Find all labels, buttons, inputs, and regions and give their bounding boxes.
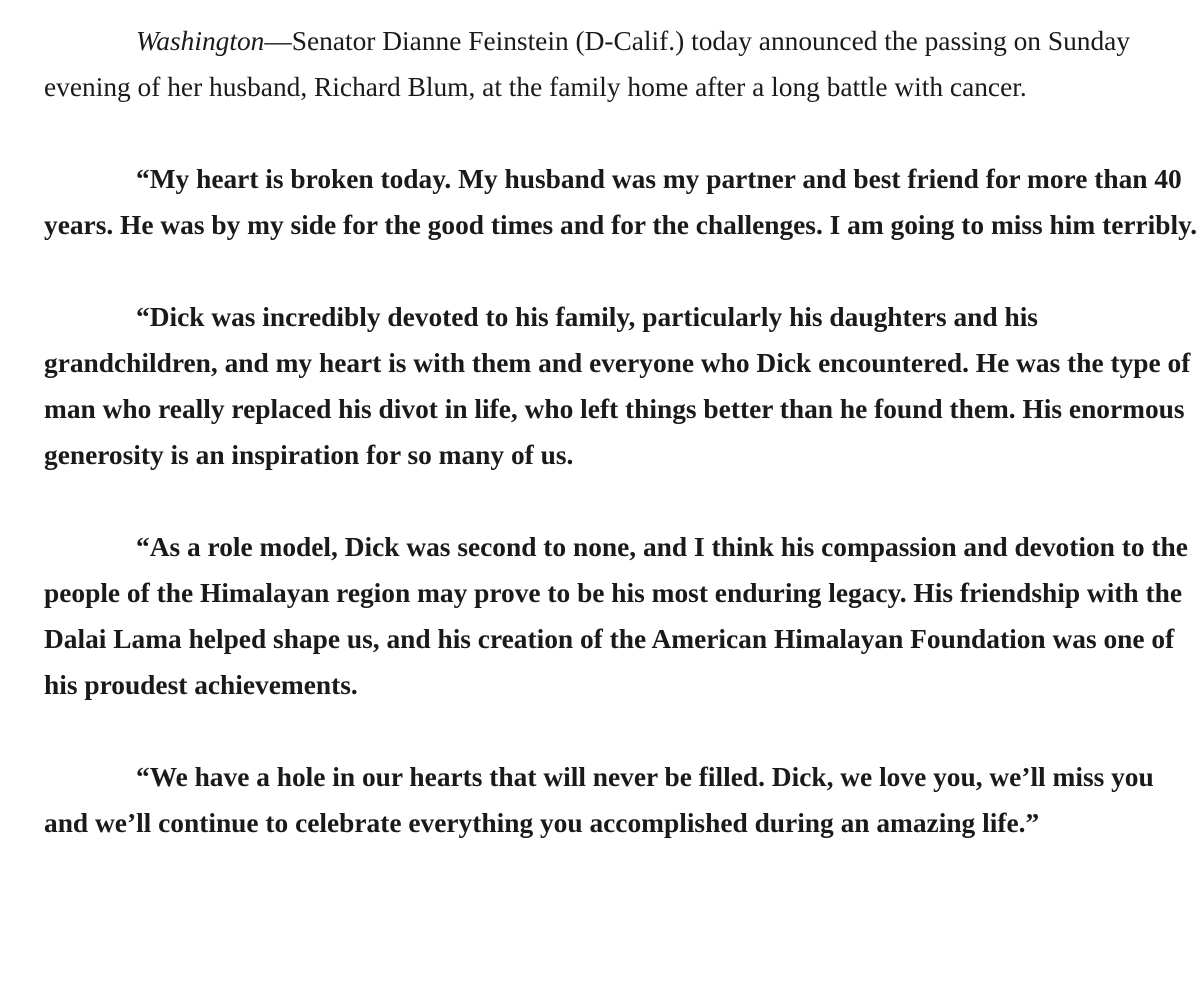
dateline: Washington [136,26,265,56]
lead-paragraph [44,18,1200,110]
quote-paragraph-1: “My heart is broken today. My husband was my partner and best friend for more than 40 years. He was by my side for the good times and for the challenges. I am going to miss him terribly. [44,164,1198,240]
quote-paragraph-2: “Dick was incredibly devoted to his family, particularly his daughters and his grandchildren, and my heart is with them and everyone who Dick encountered. He was the type of man who really replaced his divot in life, who left things better than he found them. His enormous generosity is an inspiration for so many of us. [44,302,1191,470]
lead-text: Senator Dianne Feinstein (D-Calif.) today announced the passing on Sunday evening of her husband, Richard Blum, at the family home after a long battle with cancer. [44,26,1131,102]
press-release-body [44,18,1200,846]
quote-paragraph-3: “As a role model, Dick was second to none, and I think his compassion and devotion to the people of the Himalayan region may prove to be his most enduring legacy. His friendship with the Dalai Lama helped shape us, and his creation of the American Himalayan Foundation was one of his proudest achievements. [44,532,1188,700]
quote-paragraph-4: “We have a hole in our hearts that will never be filled. Dick, we love you, we’ll miss you and we’ll continue to celebrate everything you accomplished during an amazing life.” [44,762,1154,838]
dateline-dash: — [264,26,292,56]
